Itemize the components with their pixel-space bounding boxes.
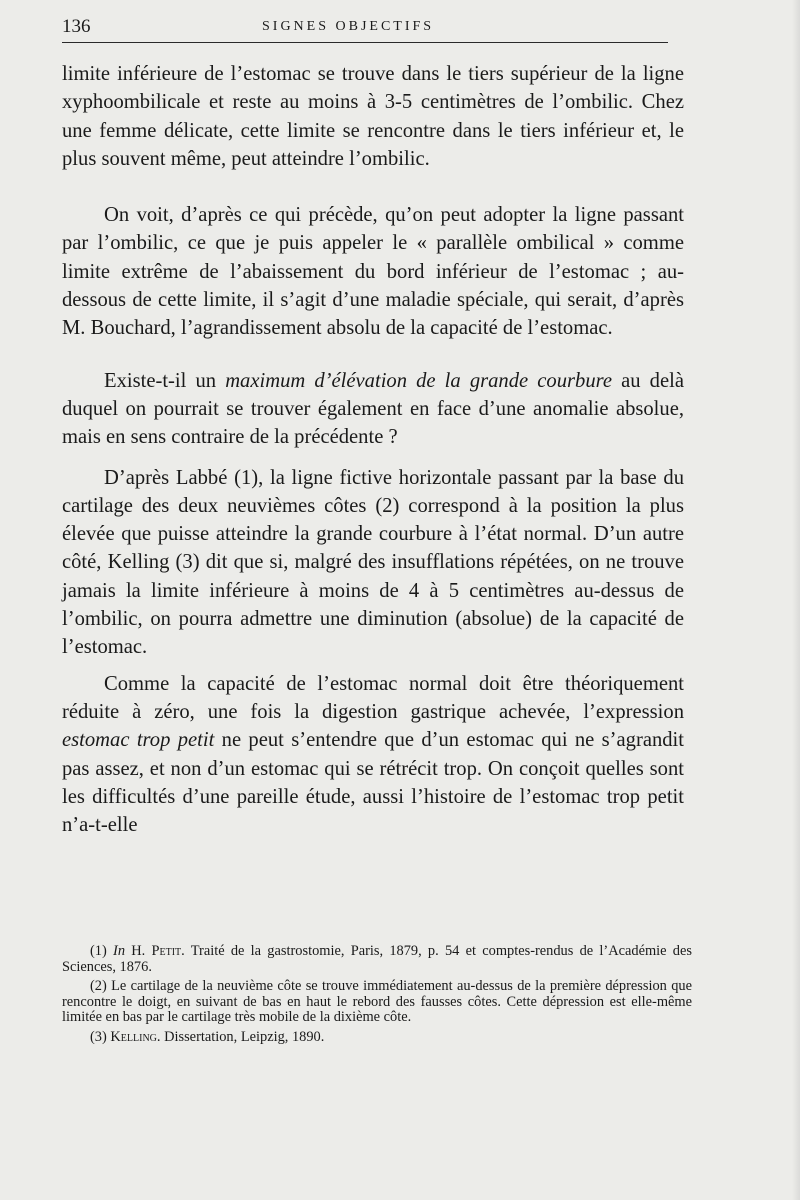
footnote-2: (2) Le cartilage de la neuvième côte se trouve immédiatement au-dessus de la première dépression que rencontre le doigt, en suivant de bas en haut le rebord des fausses côtes. Cette dépression est elle-même limitée en bas par le cartilage très mobile de la dixième côte.: [62, 978, 692, 1025]
paragraph-parallel-ombilical: On voit, d’après ce qui précède, qu’on peut adopter la ligne passant par l’ombilic, ce que je puis appeler le « parallèle ombilical » comme limite extrême de l’abaissement du bord inférieur de l’estomac ; au-dessous de cette limite, il s’agit d’une maladie spéciale, qui serait, d’après M. Bouchard, l’agrandissement absolu de la capacité de l’estomac.: [62, 204, 684, 340]
footnote-3: [62, 1030, 692, 1046]
footnote-1: [62, 944, 692, 975]
footnote-marker: (1): [90, 943, 114, 959]
text-segment: ne peut s’entendre que d’un estomac qui ne s’agrandit pas assez, et non d’un estomac qui se rétrécit trop. On conçoit quelles sont les difficultés d’une pareille étude, aussi l’histoire de l’estomac trop petit n’a-t-elle: [62, 729, 684, 837]
paragraph-estomac-petit: [62, 670, 684, 840]
running-title: SIGNES OBJECTIFS: [262, 19, 435, 34]
footnotes: [62, 944, 692, 1049]
footnote-in: In: [113, 943, 126, 959]
footnote-text: . Dissertation, Leipzig, 1890.: [156, 1028, 325, 1045]
page-number: 136: [62, 16, 91, 37]
footnote-marker: (3): [90, 1028, 111, 1045]
page-edge-shadow: [792, 0, 800, 1200]
paragraph-question: [62, 367, 684, 452]
text-segment: Comme la capacité de l’estomac normal doit être théoriquement réduite à zéro, une fois la digestion gastrique achevée, l’expression: [62, 672, 684, 723]
paragraph-labbe: D’après Labbé (1), la ligne fictive horizontale passant par la base du cartilage des deux neuvièmes côtes (2) correspond à la position la plus élevée que puisse atteindre la grande courbure à l’état normal. D’un autre côté, Kelling (3) dit que si, malgré des insufflations répétées, on ne trouve jamais la limite inférieure à moins de 4 à 5 centimètres au-dessus de l’ombilic, on pourra admettre une diminution (absolue) de la capacité de l’estomac.: [62, 466, 684, 659]
footnote-author: Kelling: [110, 1028, 157, 1045]
text-segment: au delà duquel on pourrait se trouver également en face d’une anomalie absolue, mais en sens contraire de la précédente ?: [62, 369, 684, 449]
italic-phrase: estomac trop petit: [62, 729, 215, 752]
main-text: [62, 60, 684, 839]
running-head: [62, 16, 668, 43]
footnote-text: . Traité de la gastrostomie, Paris, 1879, p. 54 et comptes-rendus de l’Académie des Sciences, 1876.: [62, 943, 692, 975]
italic-phrase: maximum d’élévation de la grande courbure: [225, 369, 613, 392]
footnote-author: H. Petit: [125, 943, 182, 959]
paragraph-continuation: limite inférieure de l’estomac se trouve dans le tiers supérieur de la ligne xyphoombilicale et reste au moins à 3-5 centimètres de l’ombilic. Chez une femme délicate, cette limite se rencontre dans le tiers inférieur et, le plus souvent même, peut atteindre l’ombilic.: [62, 63, 684, 170]
text-segment: Existe-t-il un: [104, 369, 226, 392]
